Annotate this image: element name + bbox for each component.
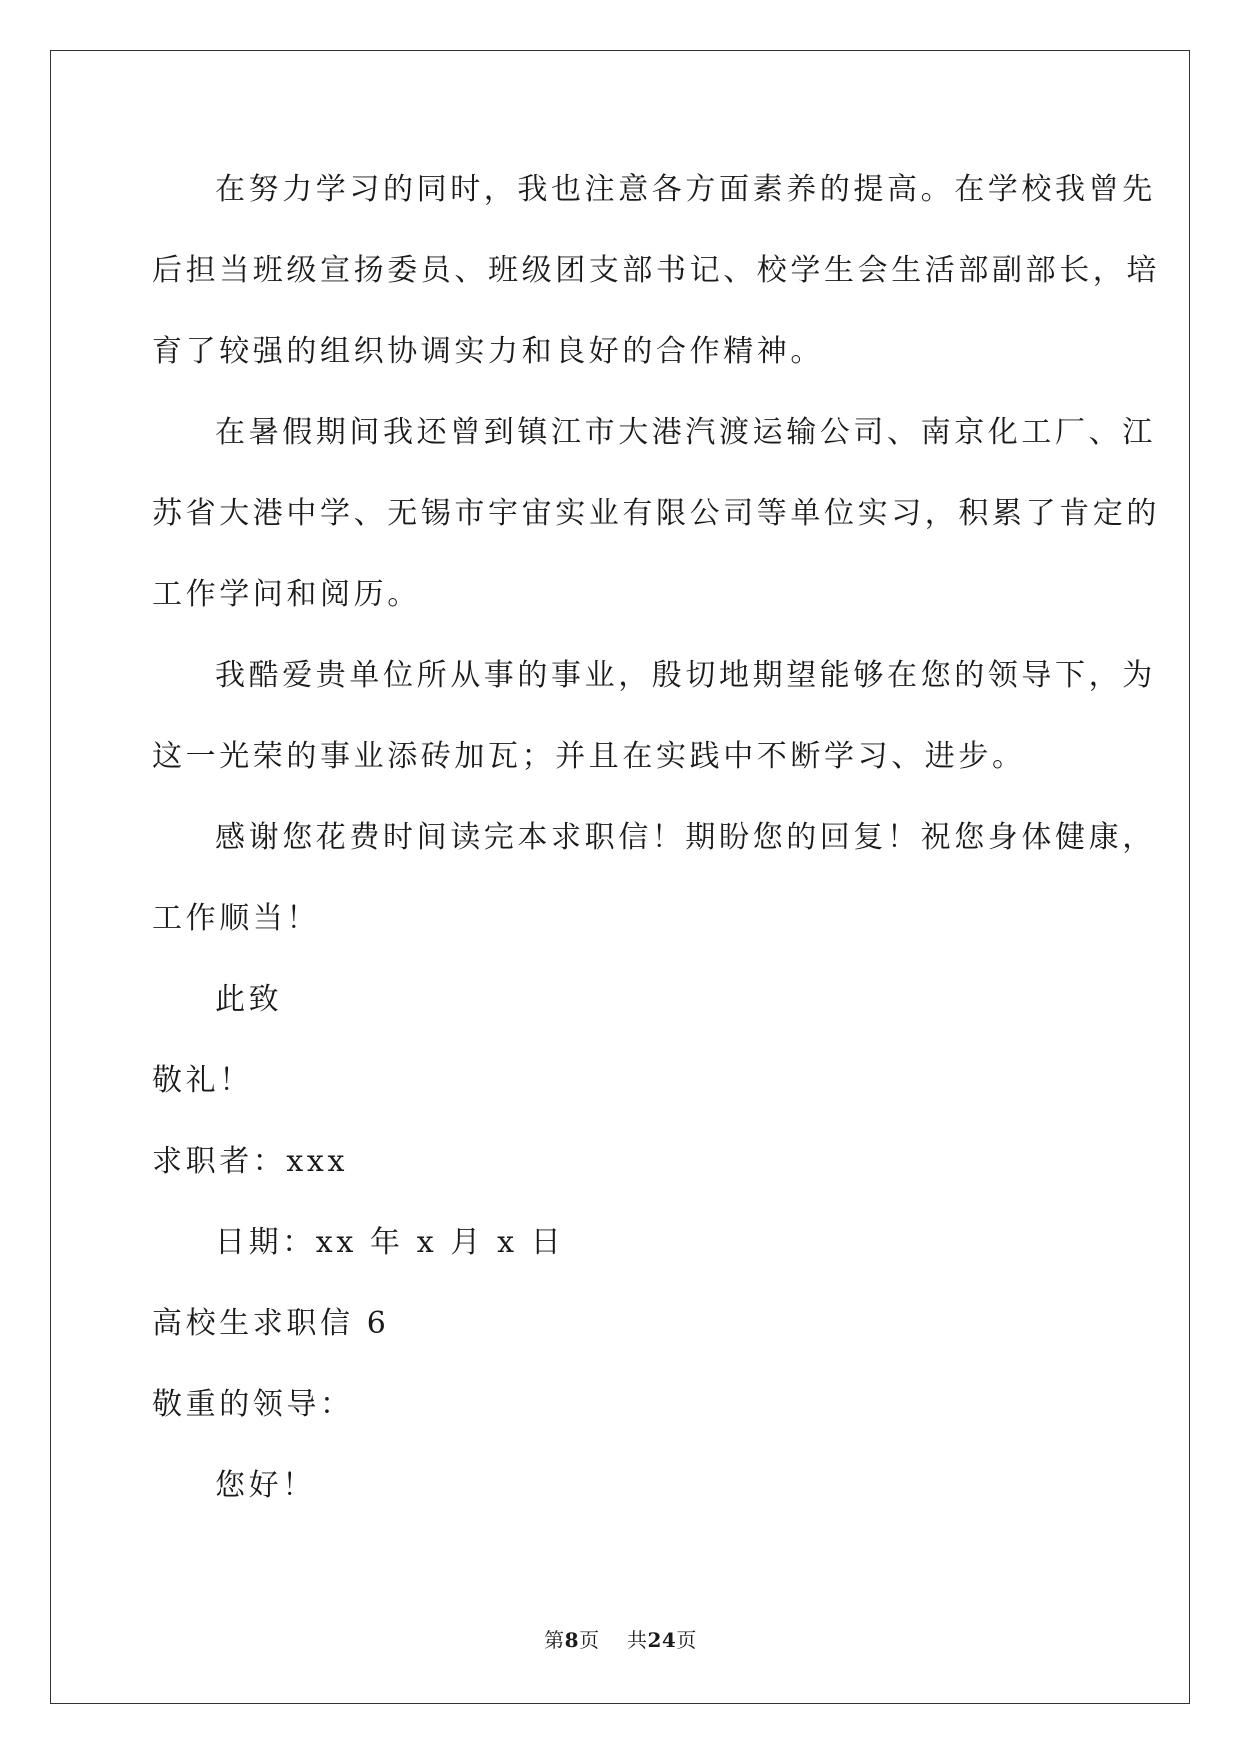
total-pages: 24 <box>647 1628 677 1652</box>
closing-salutation: 此致 <box>215 982 283 1017</box>
page-prefix: 第 <box>544 1628 565 1652</box>
greeting-hello: 您好！ <box>215 1468 316 1503</box>
body-line: 工作学问和阅历。 <box>152 577 421 612</box>
page-footer <box>0 1628 1241 1652</box>
body-line: 感谢您花费时间读完本求职信！期盼您的回复！祝您身体健康， <box>215 820 1156 855</box>
page-suffix: 页 <box>579 1628 600 1652</box>
body-line: 在努力学习的同时，我也注意各方面素养的提高。在学校我曾先 <box>215 172 1156 207</box>
total-suffix: 页 <box>676 1628 697 1652</box>
body-line: 苏省大港中学、无锡市宇宙实业有限公司等单位实习，积累了肯定的 <box>152 496 1160 531</box>
letter-date: 日期：xx 年 x 月 x 日 <box>215 1225 565 1260</box>
section-heading: 高校生求职信 6 <box>152 1306 390 1341</box>
body-line: 后担当班级宣扬委员、班级团支部书记、校学生会生活部副部长，培 <box>152 253 1160 288</box>
total-prefix: 共 <box>627 1628 648 1652</box>
page-border <box>50 50 1190 1704</box>
body-line: 在暑假期间我还曾到镇江市大港汽渡运输公司、南京化工厂、江 <box>215 415 1156 450</box>
closing-regards: 敬礼！ <box>152 1063 253 1098</box>
body-line: 工作顺当！ <box>152 901 320 936</box>
body-line: 育了较强的组织协调实力和良好的合作精神。 <box>152 334 824 369</box>
page-number: 8 <box>564 1628 580 1652</box>
body-line: 这一光荣的事业添砖加瓦；并且在实践中不断学习、进步。 <box>152 739 1026 774</box>
greeting-line: 敬重的领导： <box>152 1387 354 1422</box>
body-line: 我酷爱贵单位所从事的事业，殷切地期望能够在您的领导下，为 <box>215 658 1156 693</box>
applicant-signature: 求职者：xxx <box>152 1144 348 1179</box>
